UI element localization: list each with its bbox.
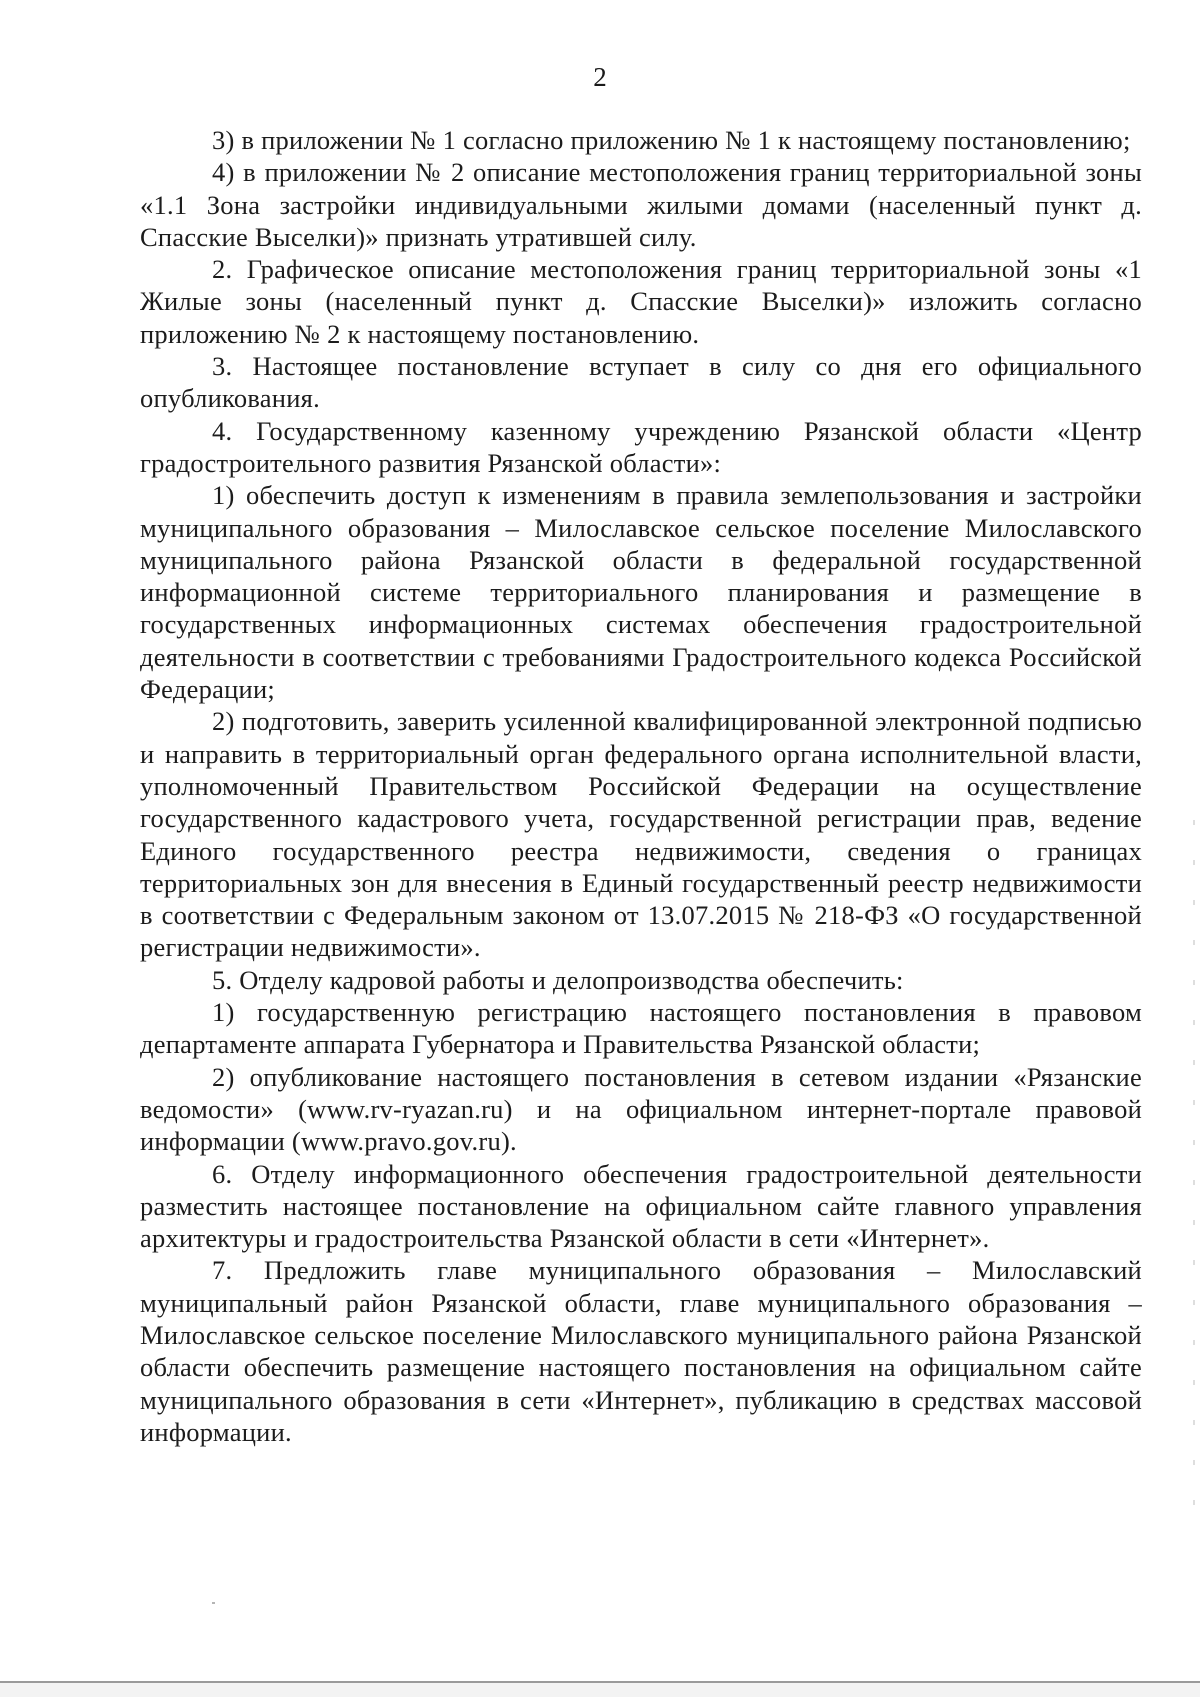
page-number: 2 xyxy=(593,62,607,92)
paragraph-item-3: 3) в приложении № 1 согласно приложению № 1 к настоящему постановлению; xyxy=(212,125,1131,155)
page-bottom-shadow xyxy=(0,1683,1200,1697)
paragraph-section-4-item-1: 1) обеспечить доступ к изменениям в правила землепользования и застройки муниципального образования – Милославское сельское поселение Милославского муниципального района Рязанской области в федеральной государственной информационной системе территориального планирования и размещение в государственных информационных системах обеспечения градостроительной деятельности в соответствии с требованиями Градостроительного кодекса Российской Федерации; xyxy=(140,480,1142,705)
scan-edge-artifact xyxy=(1193,820,1195,1520)
paragraph-section-2: 2. Графическое описание местоположения границ территориальной зоны «1 Жилые зоны (населенный пункт д. Спасские Выселки)» изложить согласно приложению № 2 к настоящему постановлению. xyxy=(140,254,1142,349)
paragraph-section-3: 3. Настоящее постановление вступает в силу со дня его официального опубликования. xyxy=(140,351,1142,414)
paragraph-section-5-item-2: 2) опубликование настоящего постановления в сетевом издании «Рязанские ведомости» (www.rv-ryazan.ru) и на официальном интернет-портале правовой информации (www.pravo.gov.ru). xyxy=(140,1061,1142,1157)
paragraph-section-6: 6. Отделу информационного обеспечения градостроительной деятельности разместить настоящее постановление на официальном сайте главного управления архитектуры и градостроительства Рязанской области в сети «Интернет». xyxy=(140,1158,1142,1254)
paragraph-section-4-item-2: 2) подготовить, заверить усиленной квалифицированной электронной подписью и направить в территориальный орган федерального органа исполнительной власти, уполномоченный Правительством Российской Федерации на осуществление государственного кадастрового учета, государственной регистрации прав, ведение Единого государственного реестра недвижимости, сведения о границах территориальных зон для внесения в Единый государственный реестр недвижимости в соответствии с Федеральным законом от 13.07.2015 № 218-ФЗ «О государственной регистрации недвижимости». xyxy=(140,706,1142,963)
scan-speck xyxy=(212,1602,215,1604)
paragraph-section-5: 5. Отделу кадровой работы и делопроизводства обеспечить: xyxy=(212,964,904,995)
paragraph-item-4: 4) в приложении № 2 описание местоположения границ территориальной зоны «1.1 Зона застройки индивидуальными жилыми домами (населенный пункт д. Спасские Выселки)» признать утратившей силу. xyxy=(140,157,1142,252)
document-body xyxy=(140,124,1142,1448)
paragraph-section-7: 7. Предложить главе муниципального образования – Милославский муниципальный район Рязанской области, главе муниципального образования – Милославское сельское поселение Милославского муниципального района Рязанской области обеспечить размещение настоящего постановления на официальном сайте муниципального образования в сети «Интернет», публикацию в средствах массовой информации. xyxy=(140,1255,1142,1447)
paragraph-section-4: 4. Государственному казенному учреждению Рязанской области «Центр градостроительного развития Рязанской области»: xyxy=(140,415,1142,478)
paragraph-section-5-item-1: 1) государственную регистрацию настоящего постановления в правовом департаменте аппарата Губернатора и Правительства Рязанской области; xyxy=(140,997,1142,1060)
